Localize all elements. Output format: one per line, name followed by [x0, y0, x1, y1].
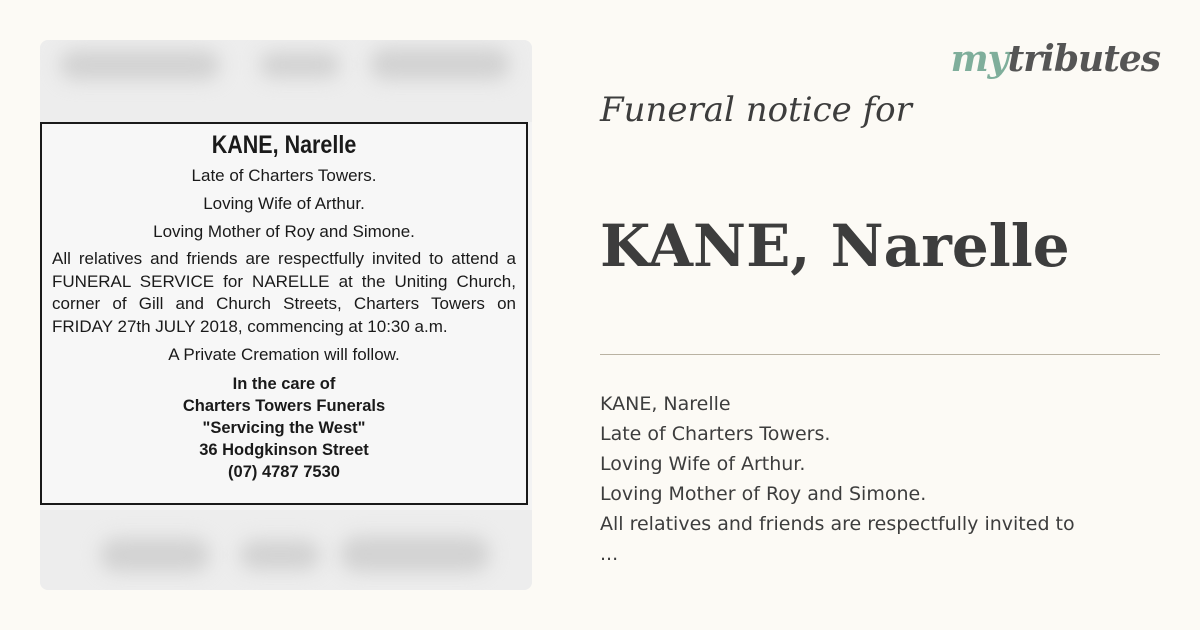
excerpt-ellipsis: ... [600, 543, 619, 565]
logo-part-tributes: tributes [1007, 38, 1160, 80]
care-line: (07) 4787 7530 [228, 463, 340, 481]
notice-cremation: A Private Cremation will follow. [168, 345, 400, 364]
care-line: In the care of [232, 375, 336, 393]
notice-line: Late of Charters Towers. [191, 166, 377, 185]
blurred-bottom-region [40, 510, 532, 590]
mytributes-logo[interactable] [951, 38, 1160, 80]
excerpt-line: KANE, Narelle [600, 393, 731, 415]
logo-part-my: my [950, 38, 1008, 80]
care-line: "Servicing the West" [202, 419, 366, 437]
notice-paragraph: All relatives and friends are respectfully invited to attend a FUNERAL SERVICE for NARELLE at the Uniting Church, corner of Gill and Church Streets, Charters Towers on FRIDAY 27th JULY 2018, commencing at 10:30 a.m. [52, 249, 516, 336]
notice-line: Loving Wife of Arthur. [203, 194, 365, 213]
excerpt-line: Loving Mother of Roy and Simone. [600, 483, 927, 505]
excerpt-line: Loving Wife of Arthur. [600, 453, 806, 475]
funeral-notice-box [40, 122, 528, 505]
excerpt-line: All relatives and friends are respectfully invited to [600, 513, 1075, 535]
blurred-top-region [40, 40, 532, 122]
care-line: 36 Hodgkinson Street [199, 441, 369, 459]
funeral-director-block [52, 373, 516, 483]
deceased-name: KANE, Narelle [600, 212, 1070, 280]
excerpt-line: Late of Charters Towers. [600, 423, 831, 445]
divider [600, 354, 1160, 355]
page-subtitle: Funeral notice for [600, 90, 912, 130]
notice-line: Loving Mother of Roy and Simone. [153, 222, 415, 241]
care-line: Charters Towers Funerals [182, 397, 386, 415]
notice-excerpt [600, 389, 1075, 569]
notice-title: KANE, Narelle [211, 131, 357, 159]
notice-image [40, 40, 532, 590]
